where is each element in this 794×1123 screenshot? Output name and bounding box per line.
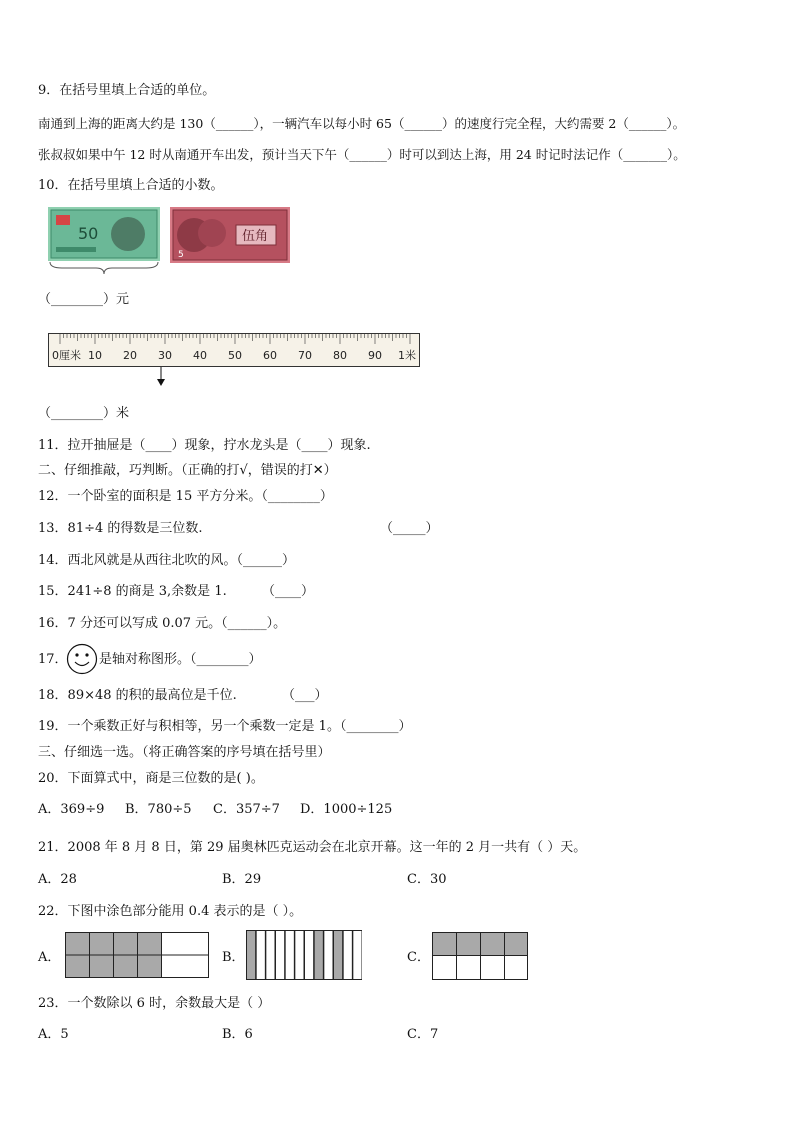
q21-option-c: C．30 xyxy=(407,872,447,887)
q23-option-b: B．6 xyxy=(222,1027,253,1042)
q16: 16．7 分还可以写成 0.07 元。（______）。 xyxy=(38,616,287,631)
ruler-label: 50 xyxy=(228,349,242,362)
q20-option-c: C．357÷7 xyxy=(213,802,280,817)
q21-title: 21．2008 年 8 月 8 日，第 29 届奥林匹克运动会在北京开幕。这一年的 2 月一共有（ ）天。 xyxy=(38,840,587,855)
q21-option-b: B．29 xyxy=(222,872,262,887)
note-5jiao-digit: 5 xyxy=(178,250,184,260)
figure-b-strip xyxy=(343,931,352,980)
ruler-label: 90 xyxy=(368,349,382,362)
q12: 12．一个卧室的面积是 15 平方分米。（________） xyxy=(38,489,333,504)
q18-blank: （___） xyxy=(282,688,328,703)
q15-text: 15．241÷8 的商是 3,余数是 1. xyxy=(38,584,227,599)
ruler xyxy=(48,333,420,367)
section-2-heading: 二、仔细推敲，巧判断。（正确的打√，错误的打✕） xyxy=(38,463,337,478)
q10-ruler-answer: （________）米 xyxy=(38,406,130,421)
q22-option-a: A． xyxy=(38,950,61,965)
q18-text: 18．89×48 的积的最高位是千位. xyxy=(38,688,237,703)
note-5jiao-text: 伍角 xyxy=(242,229,269,244)
figure-b-strip xyxy=(266,931,275,980)
section-3-heading: 三、仔细选一选。（将正确答案的序号填在括号里） xyxy=(38,745,331,760)
q20-option-b: B．780÷5 xyxy=(125,802,192,817)
arrow-down-icon xyxy=(155,367,167,387)
q23-option-c: C．7 xyxy=(407,1027,439,1042)
q10-title: 10．在括号里填上合适的小数。 xyxy=(38,178,224,193)
ruler-label: 70 xyxy=(298,349,312,362)
ruler-label: 20 xyxy=(123,349,137,362)
figure-b-strip xyxy=(334,931,343,980)
figure-b-strips xyxy=(246,930,362,980)
ruler-label: 60 xyxy=(263,349,277,362)
figure-b-strip xyxy=(295,931,304,980)
ruler-label: 1米 xyxy=(398,349,416,362)
ruler-label: 40 xyxy=(193,349,207,362)
figure-a-grid xyxy=(65,932,209,978)
q10-money-answer: （________）元 xyxy=(38,292,130,307)
ruler-label: 30 xyxy=(158,349,172,362)
figure-b-strip xyxy=(353,931,362,980)
q11: 11．拉开抽屉是（____）现象，拧水龙头是（____）现象. xyxy=(38,438,371,453)
q22-option-b: B． xyxy=(222,950,245,965)
q13-text: 13．81÷4 的得数是三位数. xyxy=(38,521,203,536)
q17-text: 是轴对称图形。（________） xyxy=(99,652,262,667)
q14: 14．西北风就是从西往北吹的风。（______） xyxy=(38,553,296,568)
figure-b-strip xyxy=(276,931,285,980)
banknote-50-yuan-image xyxy=(48,207,160,261)
q20-option-a: A．369÷9 xyxy=(38,802,105,817)
q19: 19．一个乘数正好与积相等，另一个乘数一定是 1。（________） xyxy=(38,719,412,734)
figure-b-strip xyxy=(285,931,294,980)
figure-b-strip xyxy=(256,931,265,980)
ruler-label: 10 xyxy=(88,349,102,362)
figure-b-strip xyxy=(324,931,333,980)
q22-option-c: C． xyxy=(407,950,430,965)
figure-c-grid xyxy=(432,932,528,980)
smiley-face-icon xyxy=(66,643,98,675)
brace-icon xyxy=(48,260,160,276)
q20-title: 20．下面算式中，商是三位数的是( )。 xyxy=(38,771,264,786)
ruler-label: 0厘米 xyxy=(52,349,81,362)
figure-b-strip xyxy=(314,931,323,980)
q9-title: 9．在括号里填上合适的单位。 xyxy=(38,83,216,98)
q23-option-a: A．5 xyxy=(38,1027,69,1042)
q9-line2: 张叔叔如果中午 12 时从南通开车出发，预计当天下午（______）时可以到达上海，用 24 时记时法记作（_______）。 xyxy=(38,147,686,162)
q21-option-a: A．28 xyxy=(38,872,77,887)
q13-blank: （_____） xyxy=(380,521,439,536)
figure-b-strip xyxy=(305,931,314,980)
note-50-value: 50 xyxy=(78,224,99,243)
q17-num: 17． xyxy=(38,652,68,667)
banknote-5-jiao-image xyxy=(170,207,290,263)
q9-line1: 南通到上海的距离大约是 130（______），一辆汽车以每小时 65（______）的速度行完全程，大约需要 2（______）。 xyxy=(38,116,686,131)
q15-blank: （____） xyxy=(262,584,315,599)
figure-b-strip xyxy=(247,931,256,980)
q20-option-d: D．1000÷125 xyxy=(300,802,393,817)
q23-title: 23．一个数除以 6 时，余数最大是（ ） xyxy=(38,996,271,1011)
ruler-label: 80 xyxy=(333,349,347,362)
q22-title: 22．下图中涂色部分能用 0.4 表示的是（ ）。 xyxy=(38,904,303,919)
